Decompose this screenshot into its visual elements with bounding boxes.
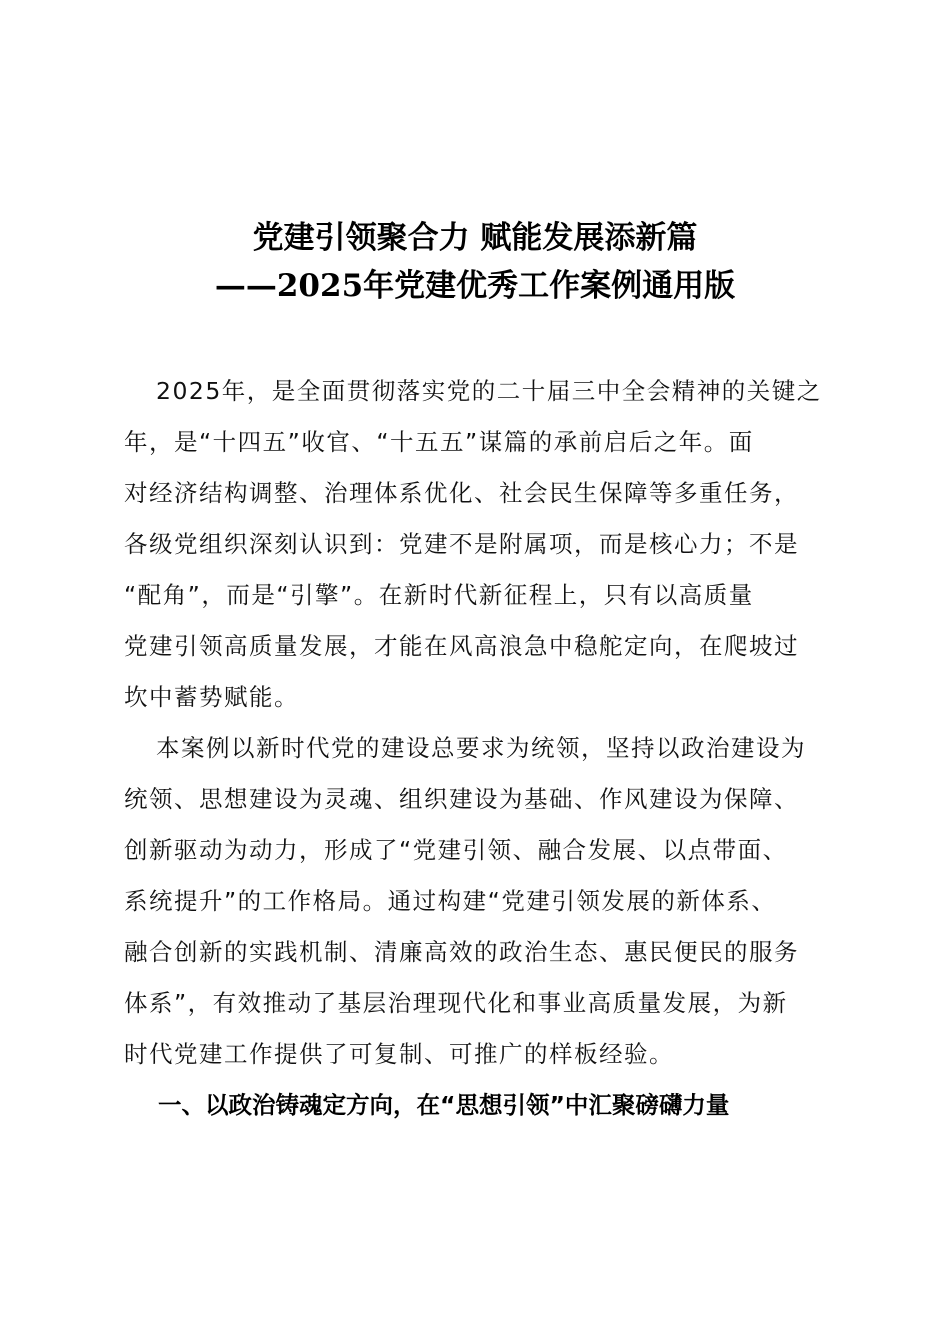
paragraph-line: 融合创新的实践机制、清廉高效的政治生态、惠民便民的服务 xyxy=(124,938,799,966)
paragraph-2 xyxy=(124,723,834,1080)
paragraph-line: 对经济结构调整、治理体系优化、社会民生保障等多重任务， xyxy=(124,479,799,507)
document-subtitle: ——2025年党建优秀工作案例通用版 xyxy=(214,268,736,304)
paragraph-line: 党建引领高质量发展，才能在风高浪急中稳舵定向，在爬坡过 xyxy=(124,632,799,660)
paragraph-line: 统领、思想建设为灵魂、组织建设为基础、作风建设为保障、 xyxy=(124,785,799,813)
paragraph-line: 2025年，是全面贯彻落实党的二十届三中全会精神的关键之 xyxy=(156,377,822,405)
title-block xyxy=(0,214,950,310)
document-title: 党建引领聚合力 赋能发展添新篇 xyxy=(252,220,698,256)
paragraph-line: 体系”，有效推动了基层治理现代化和事业高质量发展，为新 xyxy=(124,989,788,1017)
paragraph-line: 本案例以新时代党的建设总要求为统领，坚持以政治建设为 xyxy=(156,734,806,762)
paragraph-line: “配角”，而是“引擎”。在新时代新征程上，只有以高质量 xyxy=(124,581,754,609)
paragraph-line: 创新驱动为动力，形成了“党建引领、融合发展、以点带面、 xyxy=(124,836,788,864)
paragraph-line: 各级党组织深刻认识到：党建不是附属项，而是核心力；不是 xyxy=(124,530,799,558)
paragraph-1 xyxy=(124,366,834,723)
section-heading: 一、以政治铸魂定方向，在“思想引领”中汇聚磅礴力量 xyxy=(158,1091,730,1119)
paragraph-line: 坎中蓄势赋能。 xyxy=(124,683,299,711)
paragraph-line: 年，是“十四五”收官、“十五五”谋篇的承前启后之年。面 xyxy=(124,428,754,456)
document-body xyxy=(124,366,834,1131)
paragraph-line: 时代党建工作提供了可复制、可推广的样板经验。 xyxy=(124,1040,674,1068)
paragraph-line: 系统提升”的工作格局。通过构建“党建引领发展的新体系、 xyxy=(124,887,777,915)
